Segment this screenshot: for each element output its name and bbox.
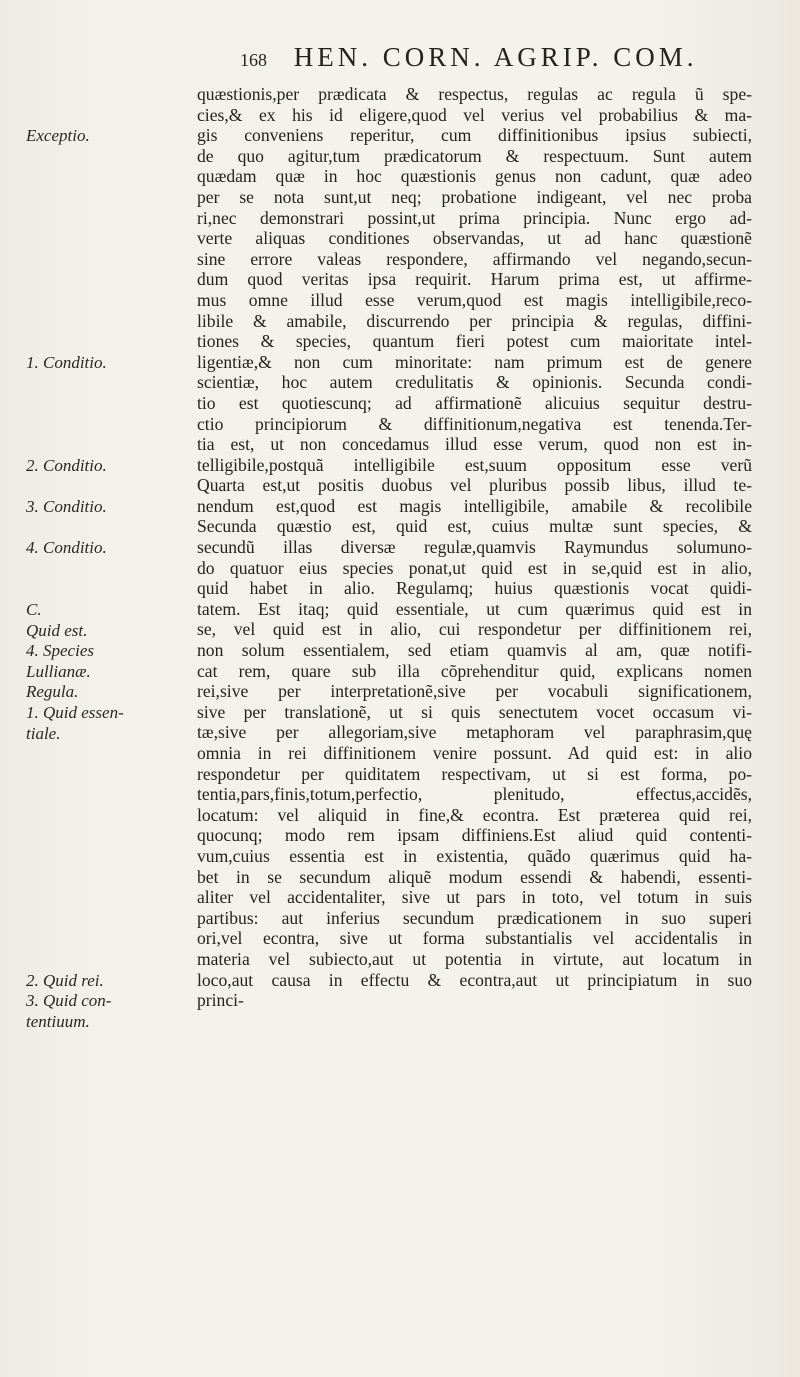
margin-note-letter-c: C. bbox=[26, 600, 42, 619]
text-line: cies,& ex his id eligere,quod vel verius vel probabilius & ma- bbox=[197, 104, 752, 125]
margin-note-quid-essentiale-2: tiale. bbox=[26, 723, 61, 743]
margin-note-quid-contentiuum-1: 3. Quid con- bbox=[26, 991, 112, 1011]
body-text bbox=[197, 84, 752, 1011]
running-title: HEN. CORN. AGRIP. COM. bbox=[293, 42, 698, 72]
text-line: quid habet in alio. Regulamq; huius quæstionis vocat quidi- bbox=[197, 578, 752, 599]
text-line: locatum: vel aliquid in fine,& econtra. Est præterea quid rei, bbox=[197, 804, 752, 825]
text-line: mus omne illud esse verum,quod est magis intelligibile,reco- bbox=[197, 289, 752, 310]
margin-note-species-4: 4. Species bbox=[26, 641, 94, 661]
text-line: ligentiæ,& non cum minoritate: nam primum est de genere bbox=[197, 351, 752, 372]
text-line: non solum essentialem, sed etiam quamvis al am, quæ notifi- bbox=[197, 640, 752, 661]
text-line: secundũ illas diversæ regulæ,quamvis Raymundus solumuno- bbox=[197, 537, 752, 558]
text-line: do quatuor eius species ponat,ut quid est in se,quid est in alio, bbox=[197, 557, 752, 578]
page-number: 168 bbox=[240, 50, 267, 70]
margin-note-quid-contentiuum-2: tentiuum. bbox=[26, 1012, 90, 1031]
text-line: verte aliquas conditiones observandas, ut ad hanc quæstionẽ bbox=[197, 228, 752, 249]
text-line: respondetur per quiditatem respectivam, ut si est forma, po- bbox=[197, 763, 752, 784]
text-line: tio est quotiescunq; ad affirmationẽ alicuius sequitur destru- bbox=[197, 392, 752, 413]
margin-note-conditio-3: 3. Conditio. bbox=[26, 497, 107, 516]
text-line: se, vel quid est in alio, cui respondetur per diffinitionem rei, bbox=[197, 619, 752, 640]
margin-note-conditio-2: 2. Conditio. bbox=[26, 455, 107, 475]
text-line: rei,sive per interpretationẽ,sive per vocabuli significationem, bbox=[197, 681, 752, 702]
text-line: tiones & species, quantum fieri potest cum maioritate intel- bbox=[197, 331, 752, 352]
text-line: sive per translationẽ, ut si quis senectutem vocet occasum vi- bbox=[197, 701, 752, 722]
text-line: cat rem, quare sub illa cõprehenditur quid, explicans nomen bbox=[197, 660, 752, 681]
running-header bbox=[240, 42, 720, 73]
margin-note-quid-essentiale-1: 1. Quid essen- bbox=[26, 703, 124, 722]
margin-note-conditio-4: 4. Conditio. bbox=[26, 538, 107, 558]
text-line: dum quod veritas ipsa requirit. Harum prima est, ut affirme- bbox=[197, 269, 752, 290]
text-line: tia est, ut non concedamus illud esse verum, quod non est in- bbox=[197, 434, 752, 455]
margin-note-lullianae: Lullianæ. bbox=[26, 661, 91, 681]
text-line: quocunq; modo rem ipsam diffiniens.Est aliud quid contenti- bbox=[197, 825, 752, 846]
text-line: princi- bbox=[197, 990, 244, 1011]
text-line: per se nota sunt,ut neq; probatione indigeant, vel nec proba bbox=[197, 186, 752, 207]
text-line: nendum est,quod est magis intelligibile, amabile & recolibile bbox=[197, 495, 752, 516]
text-line: quædam quæ in hoc quæstionis genus non cadunt, quæ adeo bbox=[197, 166, 752, 187]
text-line: ri,nec demonstrari possint,ut prima principia. Nunc ergo ad- bbox=[197, 207, 752, 228]
margin-note-regula: Regula. bbox=[26, 682, 79, 702]
text-line: gis conveniens reperitur, cum diffinitionibus ipsius subiecti, bbox=[197, 125, 752, 146]
text-line: partibus: aut inferius secundum prædicationem in suo superi bbox=[197, 907, 752, 928]
text-line: aliter vel accidentaliter, sive ut pars in toto, vel totum in suis bbox=[197, 887, 752, 908]
text-line: quæstionis,per prædicata & respectus, regulas ac regula ũ spe- bbox=[197, 84, 752, 104]
text-line: ctio principiorum & diffinitionum,negativa est tenenda.Ter- bbox=[197, 413, 752, 434]
text-line: tatem. Est itaq; quid essentiale, ut cum quærimus quid est in bbox=[197, 598, 752, 619]
text-line: omnia in rei diffinitionem venire possunt. Ad quid est: in alio bbox=[197, 743, 752, 763]
text-line: tæ,sive per allegoriam,sive metaphoram vel paraphrasim,quę bbox=[197, 722, 752, 743]
text-line: ori,vel econtra, sive ut forma substantialis vel accidentalis in bbox=[197, 928, 752, 949]
text-line: Secunda quæstio est, quid est, cuius multæ sunt species, & bbox=[197, 516, 752, 537]
margin-note-conditio-1: 1. Conditio. bbox=[26, 352, 107, 372]
text-line: scientiæ, hoc autem credulitatis & opinionis. Secunda condi- bbox=[197, 372, 752, 393]
text-line: bet in se secundum aliquẽ modum essendi & habendi, essenti- bbox=[197, 866, 752, 887]
margin-note-quid-est: Quid est. bbox=[26, 620, 88, 640]
text-line: telligibile,postquã intelligibile est,suum oppositum esse verũ bbox=[197, 454, 752, 475]
text-line: de quo agitur,tum prædicatorum & respectuum. Sunt autem bbox=[197, 145, 752, 166]
margin-note-exceptio: Exceptio. bbox=[26, 126, 90, 146]
text-line: sine errore valeas respondere, affirmando vel negando,secun- bbox=[197, 248, 752, 269]
margin-note-quid-rei: 2. Quid rei. bbox=[26, 970, 104, 990]
text-line: vum,cuius essentia est in existentia, quãdo quærimus quid ha- bbox=[197, 845, 752, 866]
text-line: loco,aut causa in effectu & econtra,aut ut principiatum in suo bbox=[197, 969, 752, 990]
text-line: libile & amabile, discurrendo per principia & regulas, diffini- bbox=[197, 310, 752, 331]
text-line: tentia,pars,finis,totum,perfectio, plenitudo, effectus,accidẽs, bbox=[197, 784, 752, 805]
text-line: materia vel subiecto,aut ut potentia in virtute, aut locatum in bbox=[197, 948, 752, 969]
text-line: Quarta est,ut positis duobus vel pluribus possib libus, illud te- bbox=[197, 475, 752, 496]
